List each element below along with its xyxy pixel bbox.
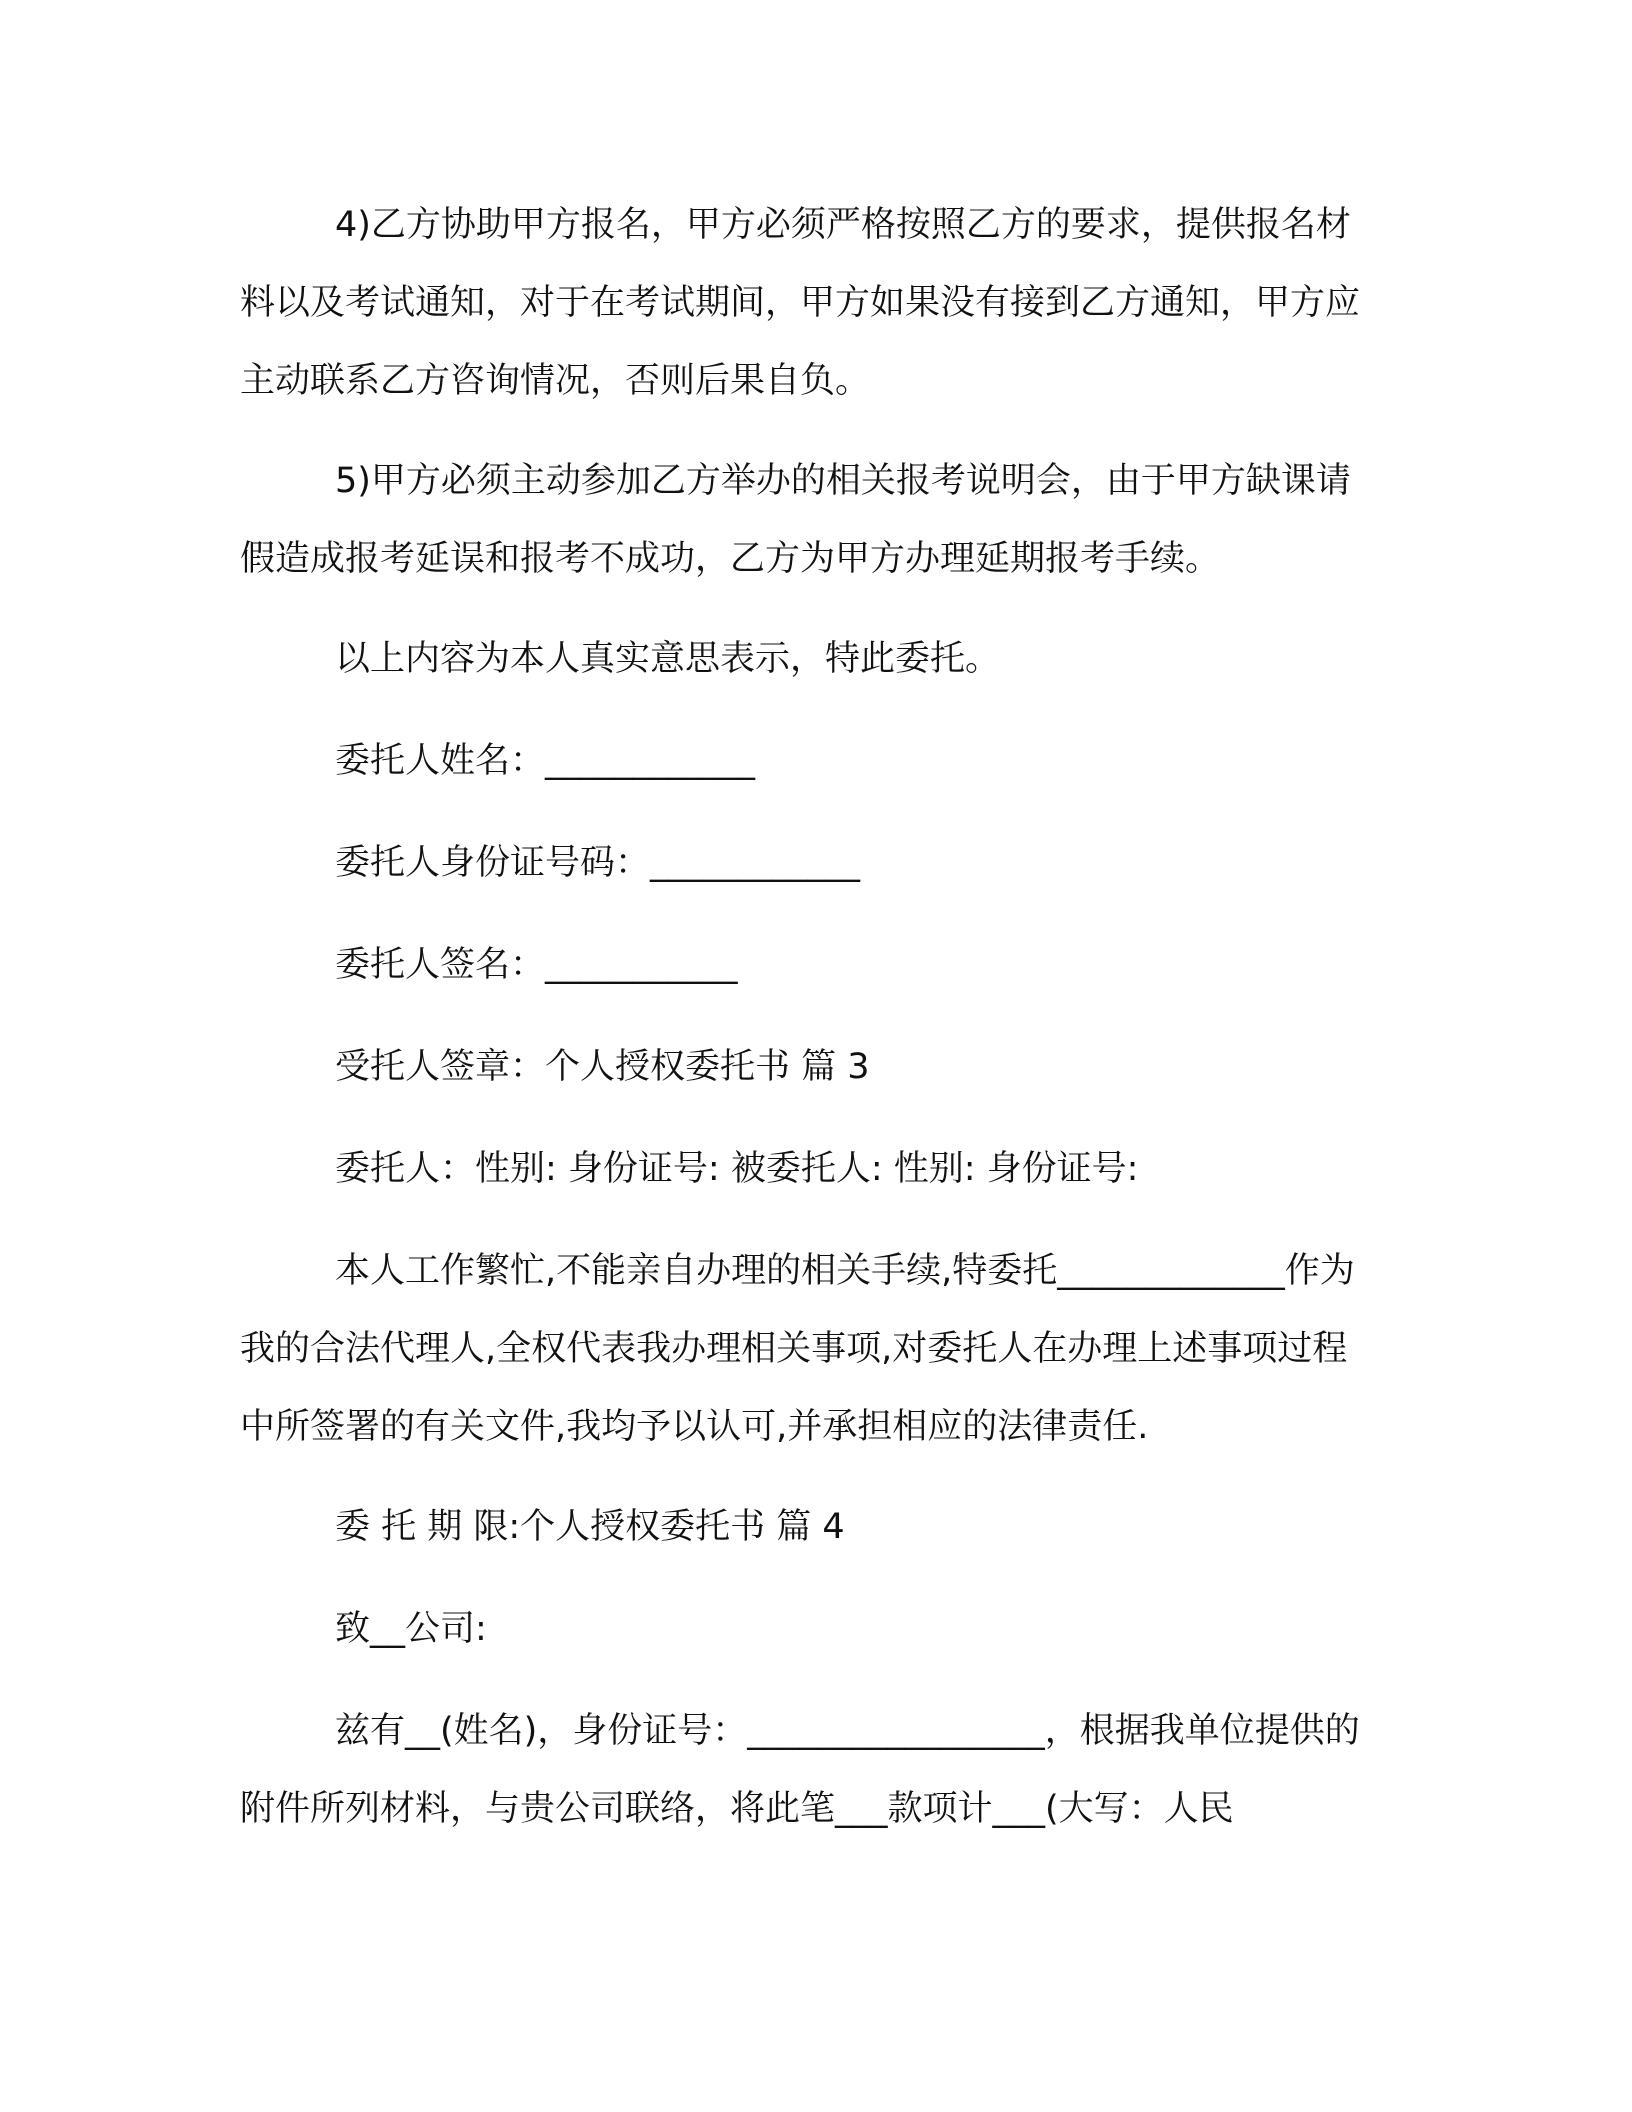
principal-name-line: 委托人姓名：____________ bbox=[335, 741, 756, 781]
document-body bbox=[240, 186, 1380, 1848]
paragraph-declaration: 以上内容为本人真实意思表示，特此委托。 bbox=[335, 639, 1001, 679]
closing-paragraph: 兹有__(姓名)，身份证号：_________________，根据我单位提供的附件所列材料，与贵公司联络，将此笔___款项计___(大写：人民 bbox=[240, 1711, 1360, 1829]
paragraph-4: 4)乙方协助甲方报名，甲方必须严格按照乙方的要求，提供报名材料以及考试通知，对于在考试期间，甲方如果没有接到乙方通知，甲方应主动联系乙方咨询情况，否则后果自负。 bbox=[240, 205, 1361, 401]
authorization-paragraph: 本人工作繁忙,不能亲自办理的相关手续,特委托_____________作为我的合法代理人,全权代表我办理相关事项,对委托人在办理上述事项过程中所签署的有关文件,我均予以认可,并承担相应的法律责任. bbox=[240, 1251, 1355, 1447]
agent-seal-line: 受托人签章：个人授权委托书 篇 3 bbox=[335, 1047, 870, 1087]
term-line: 委 托 期 限:个人授权委托书 篇 4 bbox=[335, 1507, 845, 1547]
salutation-line: 致__公司: bbox=[335, 1609, 487, 1649]
principal-info-line: 委托人：性别: 身份证号: 被委托人: 性别: 身份证号: bbox=[335, 1149, 1139, 1189]
principal-id-line: 委托人身份证号码：____________ bbox=[335, 843, 861, 883]
principal-signature-line: 委托人签名：___________ bbox=[335, 945, 738, 985]
paragraph-5: 5)甲方必须主动参加乙方举办的相关报考说明会，由于甲方缺课请假造成报考延误和报考不成功，乙方为甲方办理延期报考手续。 bbox=[240, 461, 1351, 579]
